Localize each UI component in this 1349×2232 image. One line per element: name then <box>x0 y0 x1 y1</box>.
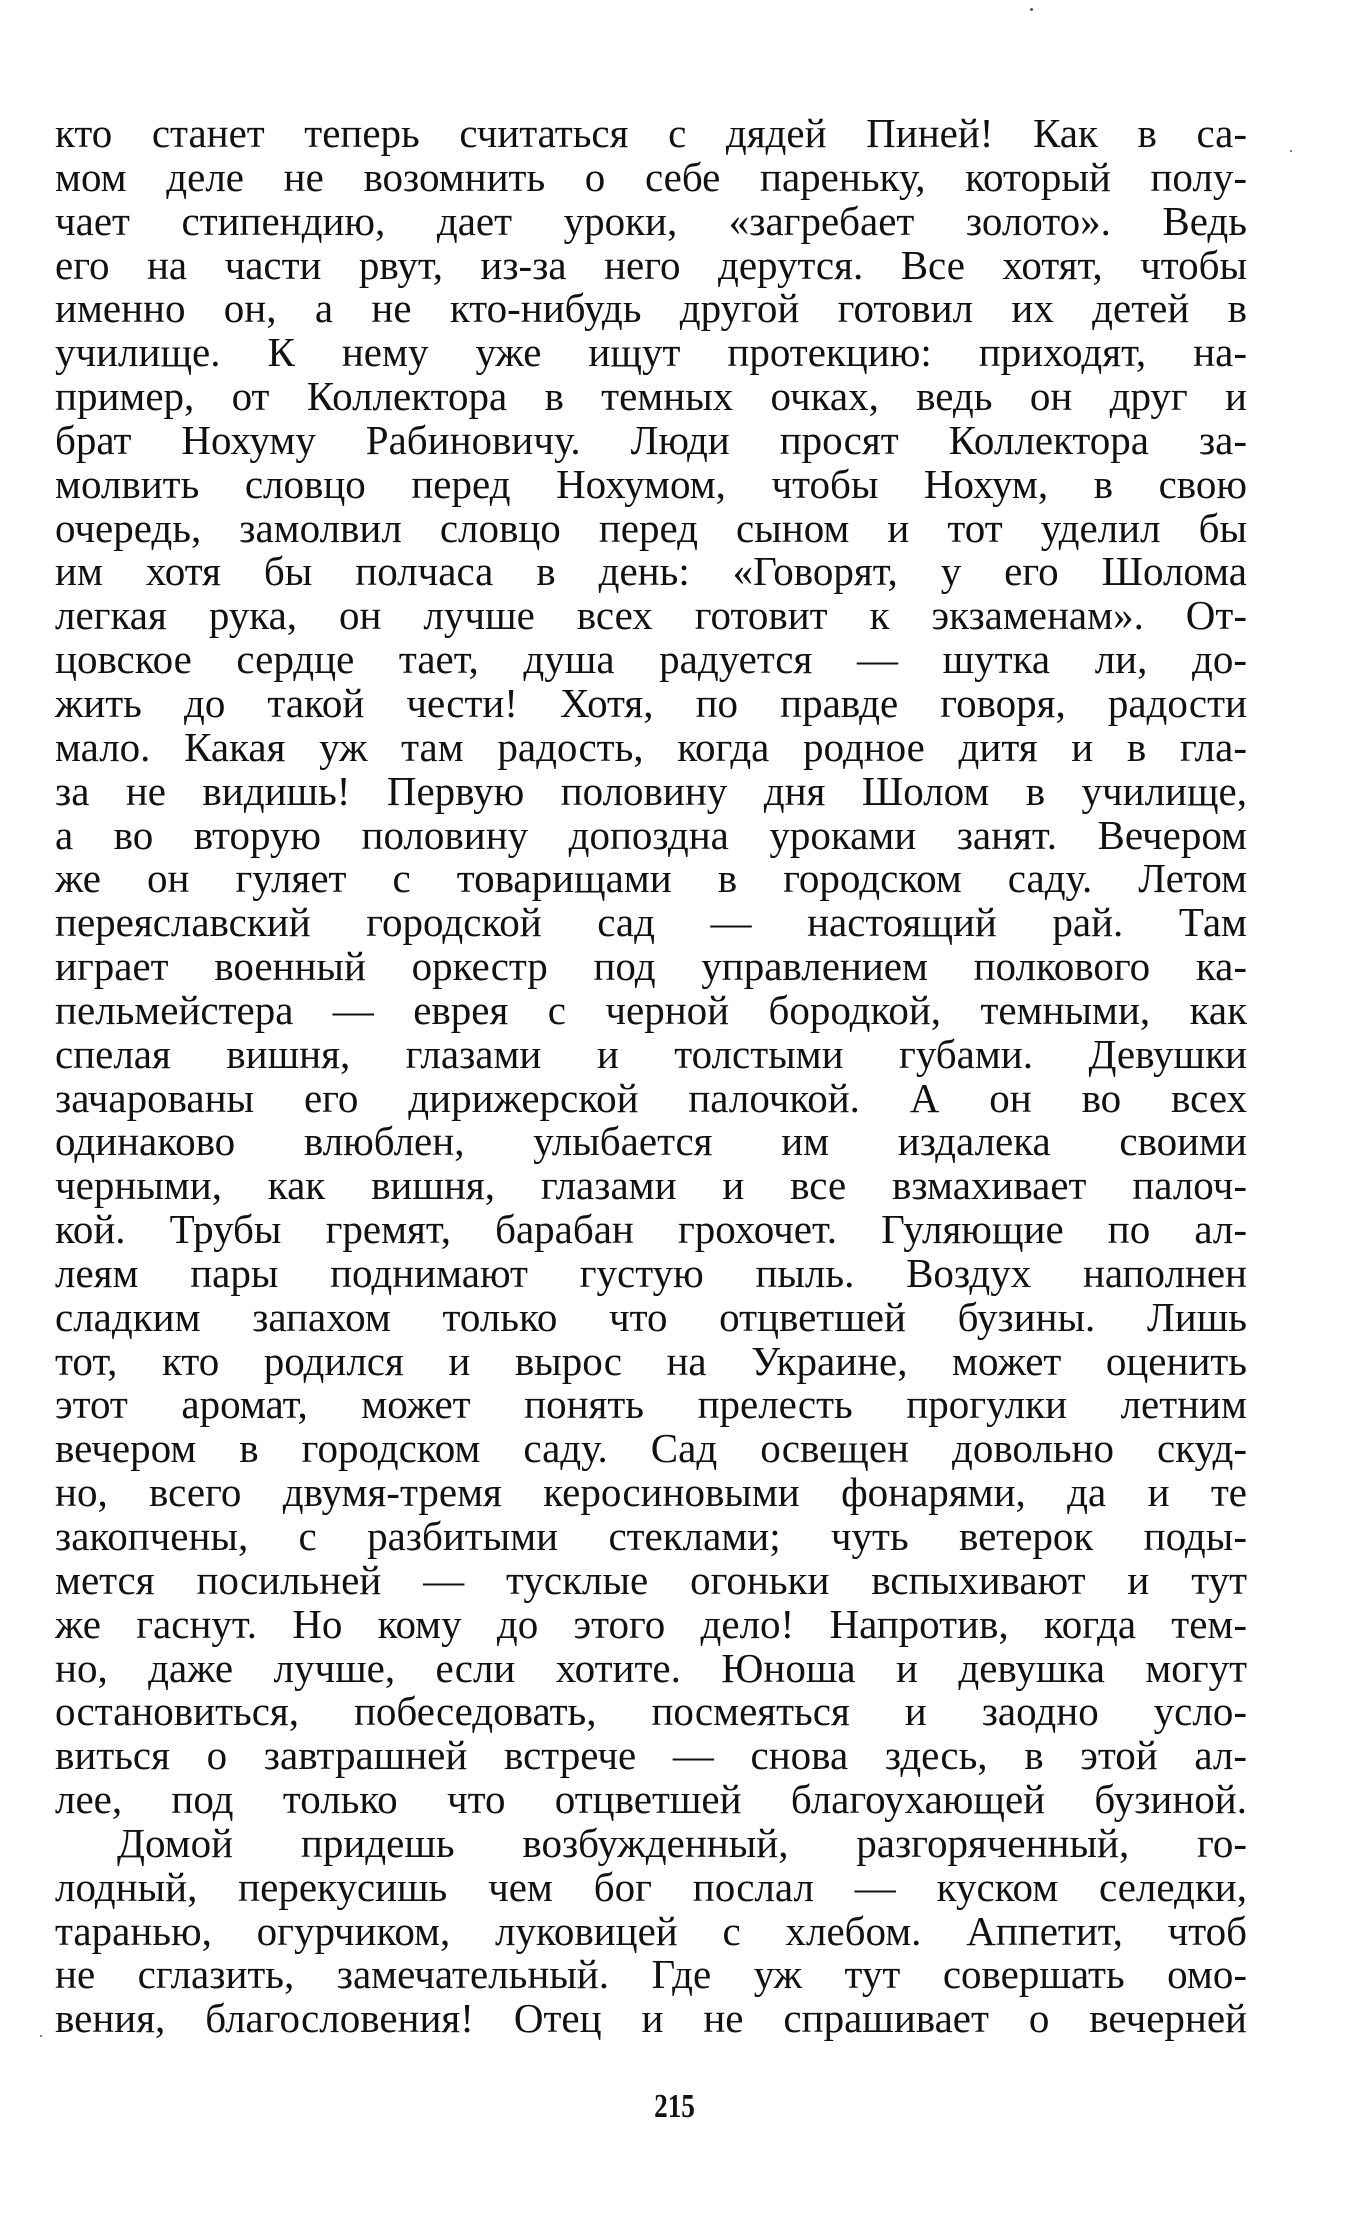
text-line: зачарованы его дирижерской палочкой. А он во всех <box>55 1074 1247 1121</box>
text-line: мом деле не возомнить о себе пареньку, который полу- <box>55 153 1247 200</box>
scan-speck <box>40 2035 42 2037</box>
text-line: лее, под только что отцветшей благоухающей бузиной. <box>55 1776 1247 1823</box>
text-line: закопчены, с разбитыми стеклами; чуть ветерок поды- <box>55 1513 1247 1559</box>
text-line: не сглазить, замечательный. Где уж тут совершать омо- <box>55 1951 1247 1998</box>
text-line: вения, благословения! Отец и не спрашивает о вечерней <box>55 1995 1247 2042</box>
text-line: же он гуляет с товарищами в городском саду. Летом <box>55 855 1247 902</box>
scan-speck <box>1030 8 1033 11</box>
text-line: же гаснут. Но кому до этого дело! Напротив, когда тем- <box>55 1600 1247 1647</box>
text-line: пельмейстера — еврея с черной бородкой, темными, как <box>55 986 1247 1033</box>
text-line: таранью, огурчиком, луковицей с хлебом. Аппетит, чтоб <box>55 1907 1247 1954</box>
text-line: сладким запахом только что отцветшей бузины. Лишь <box>55 1293 1247 1340</box>
text-line: спелая вишня, глазами и толстыми губами. Девушки <box>55 1030 1247 1077</box>
text-line: виться о завтрашней встрече — снова здесь, в этой ал- <box>55 1732 1247 1779</box>
text-line: кто станет теперь считаться с дядей Пиней! Как в са- <box>55 110 1247 156</box>
text-line: кой. Трубы гремят, барабан грохочет. Гуляющие по ал- <box>55 1206 1247 1253</box>
text-line: его на части рвут, из-за него дерутся. Все хотят, чтобы <box>55 241 1247 288</box>
text-line: играет военный оркестр под управлением полкового ка- <box>55 943 1247 990</box>
text-line: но, даже лучше, если хотите. Юноша и девушка могут <box>55 1644 1247 1691</box>
page-number: 215 <box>654 2088 695 2125</box>
text-line: тот, кто родился и вырос на Украине, может оценить <box>55 1337 1247 1384</box>
text-line: вечером в городском саду. Сад освещен довольно скуд- <box>55 1425 1247 1472</box>
text-line: пример, от Коллектора в темных очках, ведь он друг и <box>55 373 1247 420</box>
text-line: легкая рука, он лучше всех готовит к экзаменам». От- <box>55 592 1247 639</box>
text-line: именно он, а не кто-нибудь другой готовил их детей в <box>55 285 1247 332</box>
text-line: очередь, замолвил словцо перед сыном и тот уделил бы <box>55 504 1247 551</box>
text-line: им хотя бы полчаса в день: «Говорят, у его Шолома <box>55 548 1247 595</box>
text-line: чает стипендию, дает уроки, «загребает золото». Ведь <box>55 197 1247 244</box>
text-line: черными, как вишня, глазами и все взмахивает палоч- <box>55 1162 1247 1209</box>
scan-speck <box>1290 150 1292 152</box>
text-line: но, всего двумя-тремя керосиновыми фонарями, да и те <box>55 1469 1247 1516</box>
text-line: Домой придешь возбужденный, разгоряченный, го- <box>117 1819 1247 1866</box>
text-line: мется посильней — тусклые огоньки вспыхивают и тут <box>55 1556 1247 1603</box>
text-line: а во вторую половину допоздна уроками занят. Вечером <box>55 811 1247 858</box>
text-line: цовское сердце тает, душа радуется — шутка ли, до- <box>55 636 1247 683</box>
text-line: училище. К нему уже ищут протекцию: приходят, на- <box>55 329 1247 376</box>
text-line: за не видишь! Первую половину дня Шолом в училище, <box>55 767 1247 814</box>
text-line: леям пары поднимают густую пыль. Воздух наполнен <box>55 1249 1247 1296</box>
text-line: жить до такой чести! Хотя, по правде говоря, радости <box>55 679 1247 726</box>
text-line: этот аромат, может понять прелесть прогулки летним <box>55 1381 1247 1428</box>
page-text <box>55 112 1247 2041</box>
text-line: молвить словцо перед Нохумом, чтобы Нохум, в свою <box>55 460 1247 507</box>
text-line: переяславский городской сад — настоящий рай. Там <box>55 899 1247 946</box>
text-line: лодный, перекусишь чем бог послал — куском селедки, <box>55 1863 1247 1910</box>
text-line: брат Нохуму Рабиновичу. Люди просят Коллектора за- <box>55 416 1247 463</box>
text-line: остановиться, побеседовать, посмеяться и заодно усло- <box>55 1688 1247 1735</box>
text-line: мало. Какая уж там радость, когда родное дитя и в гла- <box>55 723 1247 770</box>
text-line: одинаково влюблен, улыбается им издалека своими <box>55 1118 1247 1165</box>
